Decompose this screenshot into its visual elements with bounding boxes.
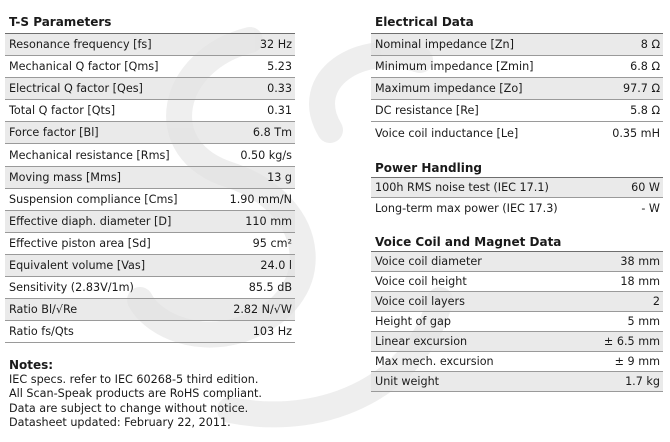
param-label: Long-term max power (IEC 17.3) [375, 201, 558, 215]
table-row [5, 167, 295, 189]
param-label: Effective diaph. diameter [D] [9, 214, 172, 228]
param-value: 8 Ω [640, 38, 660, 51]
table-row [371, 178, 663, 198]
table-row [5, 277, 295, 299]
table-row [371, 292, 663, 312]
param-value: 5.8 Ω [630, 104, 660, 117]
electrical-data-title: Electrical Data [371, 12, 663, 34]
voice-coil-magnet-title: Voice Coil and Magnet Data [371, 232, 663, 252]
param-value: ± 9 mm [614, 355, 660, 368]
param-value: 6.8 Ω [630, 60, 660, 73]
table-row [371, 252, 663, 272]
note-line: Datasheet updated: February 22, 2011. [9, 416, 231, 429]
param-label: Minimum impedance [Zmin] [375, 60, 534, 73]
param-value: 1.7 kg [625, 375, 660, 388]
ts-parameters-table [5, 34, 295, 343]
param-value: 5.23 [267, 60, 292, 74]
table-row [371, 352, 663, 372]
table-row [5, 78, 295, 100]
param-label: Voice coil layers [375, 295, 465, 308]
note-line: IEC specs. refer to IEC 60268-5 third edition. [9, 372, 259, 386]
table-row [5, 189, 295, 211]
param-label: Max mech. excursion [375, 355, 494, 368]
param-value: 0.50 kg/s [240, 148, 292, 162]
param-value: 38 mm [620, 255, 660, 268]
table-row [371, 34, 663, 56]
param-value: 85.5 dB [248, 281, 292, 295]
param-label: Height of gap [375, 315, 451, 328]
param-value: - W [641, 201, 660, 215]
param-label: Voice coil diameter [375, 255, 482, 268]
table-row [5, 56, 295, 78]
notes-block [9, 358, 262, 431]
param-value: 0.35 mH [612, 126, 660, 140]
param-value: 5 mm [627, 315, 660, 328]
param-label: Electrical Q factor [Qes] [9, 82, 143, 96]
param-label: Resonance frequency [fs] [9, 38, 152, 52]
param-label: Sensitivity (2.83V/1m) [9, 281, 134, 295]
param-label: Force factor [Bl] [9, 126, 99, 140]
table-row [5, 255, 295, 277]
notes-title: Notes: [9, 358, 54, 372]
ts-parameters-title: T-S Parameters [5, 12, 295, 34]
table-row [371, 100, 663, 122]
table-row [5, 233, 295, 255]
table-row [5, 211, 295, 233]
table-row [5, 321, 295, 343]
table-row [5, 122, 295, 144]
table-row [371, 372, 663, 392]
table-row [5, 144, 295, 166]
ts-parameters-section [5, 0, 295, 343]
param-value: 103 Hz [252, 325, 292, 339]
param-value: 1.90 mm/N [229, 192, 292, 206]
param-label: Maximum impedance [Zo] [375, 82, 523, 95]
param-label: Total Q factor [Qts] [9, 104, 116, 118]
table-row [371, 332, 663, 352]
param-label: Mechanical Q factor [Qms] [9, 60, 159, 74]
param-label: DC resistance [Re] [375, 104, 479, 117]
param-value: 0.33 [267, 82, 292, 96]
param-label: Voice coil inductance [Le] [375, 126, 519, 140]
voice-coil-magnet-table [371, 252, 663, 392]
right-column [371, 0, 663, 392]
param-value: 110 mm [245, 214, 292, 228]
param-value: ± 6.5 mm [603, 335, 660, 348]
param-label: 100h RMS noise test (IEC 17.1) [375, 181, 549, 194]
table-row [371, 272, 663, 292]
param-label: Voice coil height [375, 275, 467, 288]
param-label: Linear excursion [375, 335, 468, 348]
table-row [371, 122, 663, 144]
table-row [371, 198, 663, 218]
table-row [371, 56, 663, 78]
param-label: Ratio Bl/√Re [9, 303, 78, 317]
param-label: Nominal impedance [Zn] [375, 38, 514, 51]
param-value: 2 [652, 295, 660, 308]
param-label: Moving mass [Mms] [9, 170, 122, 184]
param-label: Ratio fs/Qts [9, 325, 74, 339]
table-row [371, 312, 663, 332]
param-value: 13 g [267, 170, 292, 184]
param-value: 32 Hz [259, 38, 292, 52]
param-label: Suspension compliance [Cms] [9, 192, 178, 206]
param-value: 6.8 Tm [252, 126, 292, 140]
param-value: 97.7 Ω [622, 82, 660, 95]
param-label: Effective piston area [Sd] [9, 236, 151, 250]
electrical-data-table [371, 34, 663, 144]
param-value: 0.31 [267, 104, 292, 118]
table-row [5, 34, 295, 56]
param-value: 18 mm [620, 275, 660, 288]
table-row [5, 100, 295, 122]
param-value: 95 cm² [252, 236, 292, 250]
power-handling-table [371, 178, 663, 218]
table-row [5, 299, 295, 321]
power-handling-title: Power Handling [371, 158, 663, 178]
param-label: Unit weight [375, 375, 440, 388]
param-label: Mechanical resistance [Rms] [9, 148, 170, 162]
note-line: Data are subject to change without notice. [9, 401, 249, 415]
table-row [371, 78, 663, 100]
param-label: Equivalent volume [Vas] [9, 258, 146, 272]
param-value: 24.0 l [260, 258, 292, 272]
param-value: 2.82 N/√W [233, 303, 292, 317]
note-line: All Scan-Speak products are RoHS compliant. [9, 387, 262, 400]
param-value: 60 W [631, 181, 660, 194]
